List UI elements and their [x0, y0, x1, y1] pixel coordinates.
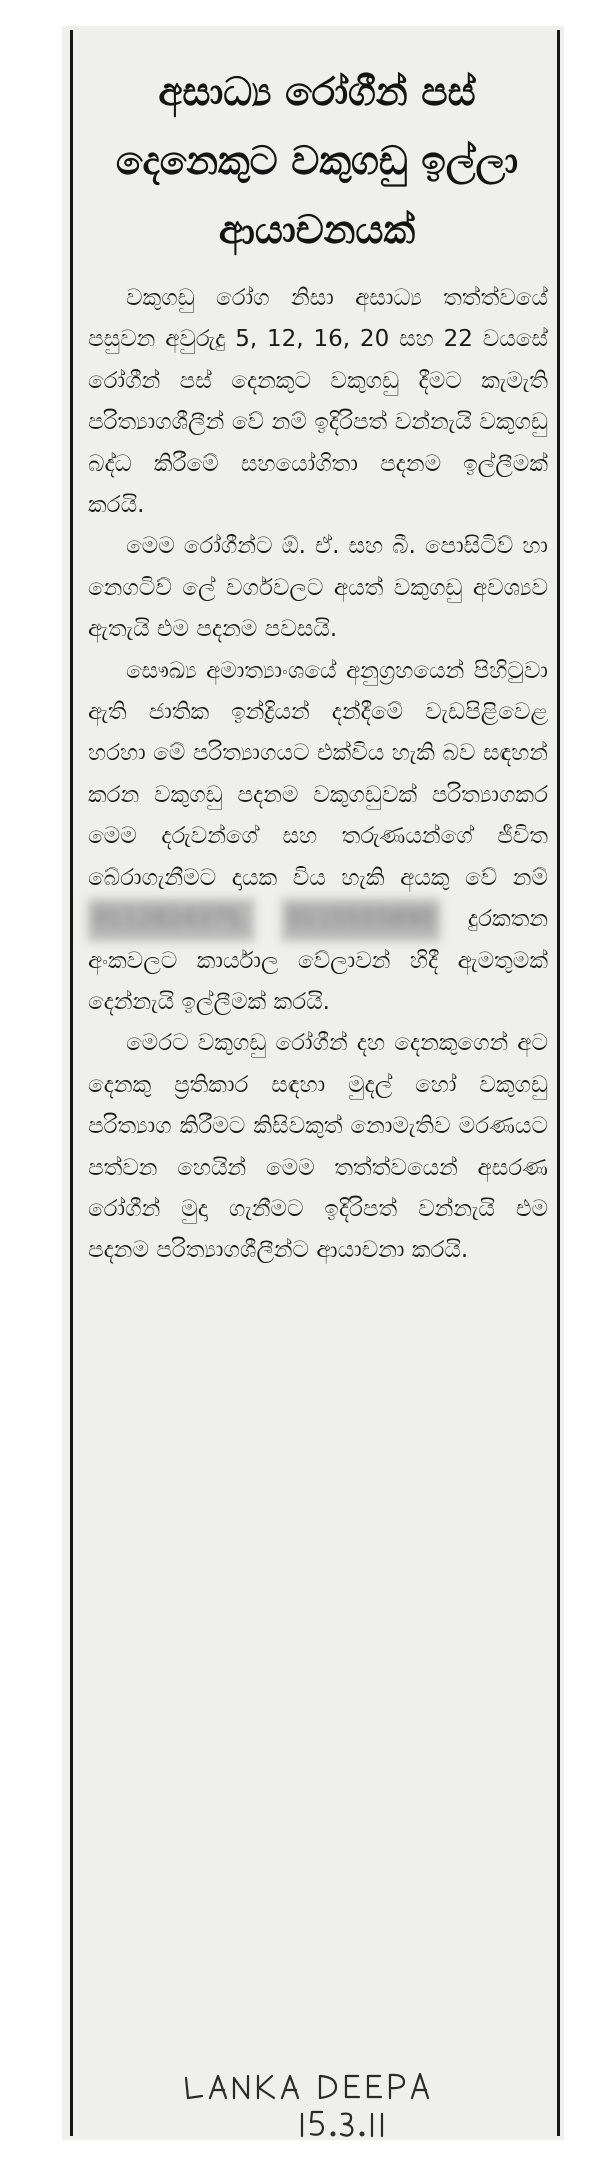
article-paragraph-1: වකුගඩු රෝග නිසා අසාධ්‍ය තත්ත්වයේ පසුවන අවුරුදු 5, 12, 16, 20 සහ 22 වයසේ රෝගීන් පස් දෙනකුට වකුගඩු දීමට කැමැති පරිත්‍යාගශීලීන් වේ නම් ඉදිරිපත් වන්නැයි වකුගඩු බද්ධ කිරීමේ සහයෝගිතා පදනම ඉල්ලීමක් කරයි.	[88, 285, 548, 519]
article-paragraph-4: මෙරට වකුගඩු රෝගීන් දහ දෙනකුගෙන් අට දෙනකු ප්‍රතිකාර සඳහා මුදල් හෝ වකුගඩු පරිත්‍යාග කිරීමට කිසිවකුත් නොමැතිව මරණයට පත්වන හෙයින් මෙම තත්ත්වයෙන් අසරණ රෝගීන් මුදා ගැනීමට ඉදිරිපත් වන්නැයි එම පදනම පරිත්‍යාගශීලීන්ට ආයාචනා කරයි.	[88, 1030, 548, 1264]
paragraph-3-continuation: දුරකතන අංකවලට කාර්යාල වේලාවන් හිදී ඇමතුමක් දෙන්නැයි ඉල්ලීමක් කරයි.	[88, 906, 549, 1015]
article-paragraph-2: මෙම රෝගීන්ට ඕ. ඒ. සහ බී. පොසිටිව් හා නෙගටිව් ලේ වර්ගවලට අයත් වකුගඩු අවශ්‍යව ඇතැයි එම පදනම පවසයි.	[88, 533, 548, 643]
handwritten-source-date-note	[180, 2060, 560, 2140]
paragraph-3-text: සෞඛ්‍ය අමාත්‍යාංශයේ අනුග්‍රහයෙන් පිහිටුවා ඇති ජාතික ඉන්ද්‍රියන් දන්දීමේ වැඩපිළිවෙළ හරහා මේ පරිත්‍යාගයට එක්විය හැකි බව සඳහන් කරන වකුගඩු පදනම වකුගඩුවක් පරිත්‍යාගකර මෙම දරුවන්ගේ සහ තරුණයන්ගේ ජීවිත බේරාගැනීමට දායක විය හැකි අයකු වේ නම්	[88, 657, 548, 891]
article-body	[88, 278, 548, 1272]
article-headline: අසාධ්‍ය රෝගීන් පස් දෙනෙකුට වකුගඩු ඉල්ලා ආයාචනයක්	[115, 70, 519, 253]
column-rule-left	[70, 30, 73, 2136]
article-paragraph-3	[88, 651, 548, 1024]
column-rule-right	[557, 30, 560, 2136]
handwritten-note-drawing	[180, 2060, 560, 2140]
phone-number-2-blurred: 0115555890	[282, 899, 440, 940]
phone-number-1-blurred: 0112824375,	[88, 899, 254, 940]
